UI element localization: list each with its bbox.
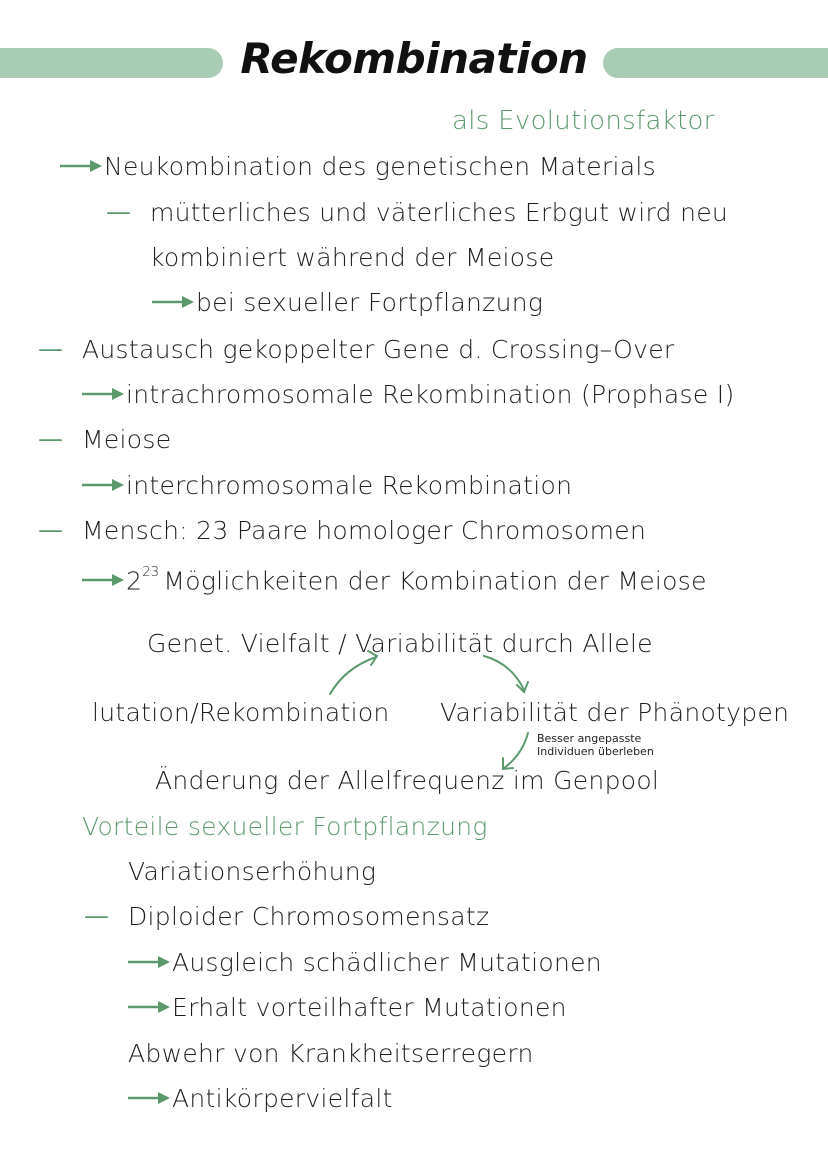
- note-line-3: kombiniert während der Meiose: [150, 243, 555, 272]
- note-line-5: Austausch gekoppelter Gene d. Crossing–Over: [82, 335, 675, 364]
- advantage-6-text: Antikörpervielfalt: [172, 1084, 393, 1113]
- note-line-9: Mensch: 23 Paare homologer Chromosomen: [82, 516, 647, 545]
- note-line-2: mütterliches und väterliches Erbgut wird neu: [150, 198, 729, 227]
- advantage-6: [128, 1084, 393, 1114]
- diagram-bottom-label: Änderung der Allelfrequenz im Genpool: [155, 766, 660, 795]
- advantage-4-text: Erhalt vorteilhafter Mutationen: [172, 993, 567, 1022]
- power-base: 2: [126, 566, 143, 596]
- advantage-1: Variationserhöhung: [128, 857, 377, 886]
- advantage-4: [128, 993, 567, 1023]
- note-line-8-text: interchromosomale Rekombination: [126, 471, 573, 500]
- diagram-note-line-2: Individuen überleben: [537, 745, 654, 758]
- note-line-1-text: Neukombination des genetischen Materials: [104, 152, 656, 181]
- advantages-heading: Vorteile sexueller Fortpflanzung: [82, 812, 488, 841]
- dash-icon: —: [84, 901, 109, 930]
- curved-arrow-icon: [330, 657, 376, 694]
- diagram-top-label: Genet. Vielfalt / Variabilität durch Allele: [147, 629, 653, 658]
- page-subtitle: als Evolutionsfaktor: [452, 106, 715, 136]
- curved-arrow-icon: [504, 733, 528, 768]
- note-line-10-text: Möglichkeiten der Kombination der Meiose: [163, 566, 707, 596]
- note-line-6-text: intrachromosomale Rekombination (Prophase I): [126, 380, 735, 409]
- power-exponent: 23: [142, 565, 160, 580]
- advantage-3-text: Ausgleich schädlicher Mutationen: [172, 948, 602, 977]
- dash-icon: —: [38, 424, 63, 453]
- dash-icon: —: [38, 515, 63, 544]
- diagram-left-label: lutation/Rekombination: [92, 698, 390, 727]
- dash-icon: —: [38, 334, 63, 363]
- page-title: Rekombination: [240, 34, 588, 83]
- arrow-right-icon: [128, 955, 170, 969]
- note-line-7: Meiose: [82, 425, 172, 454]
- arrow-right-icon: [128, 1000, 170, 1014]
- advantage-2: Diploider Chromosomensatz: [128, 902, 490, 931]
- note-line-4-text: bei sexueller Fortpflanzung: [196, 288, 544, 317]
- advantage-3: [128, 948, 602, 978]
- diagram-note-line-1: Besser angepasste: [537, 732, 642, 745]
- arrow-right-icon: [128, 1091, 170, 1105]
- dash-icon: —: [106, 197, 131, 226]
- advantage-5: Abwehr von Krankheitserregern: [128, 1039, 534, 1068]
- diagram-right-label: Variabilität der Phänotypen: [440, 698, 790, 727]
